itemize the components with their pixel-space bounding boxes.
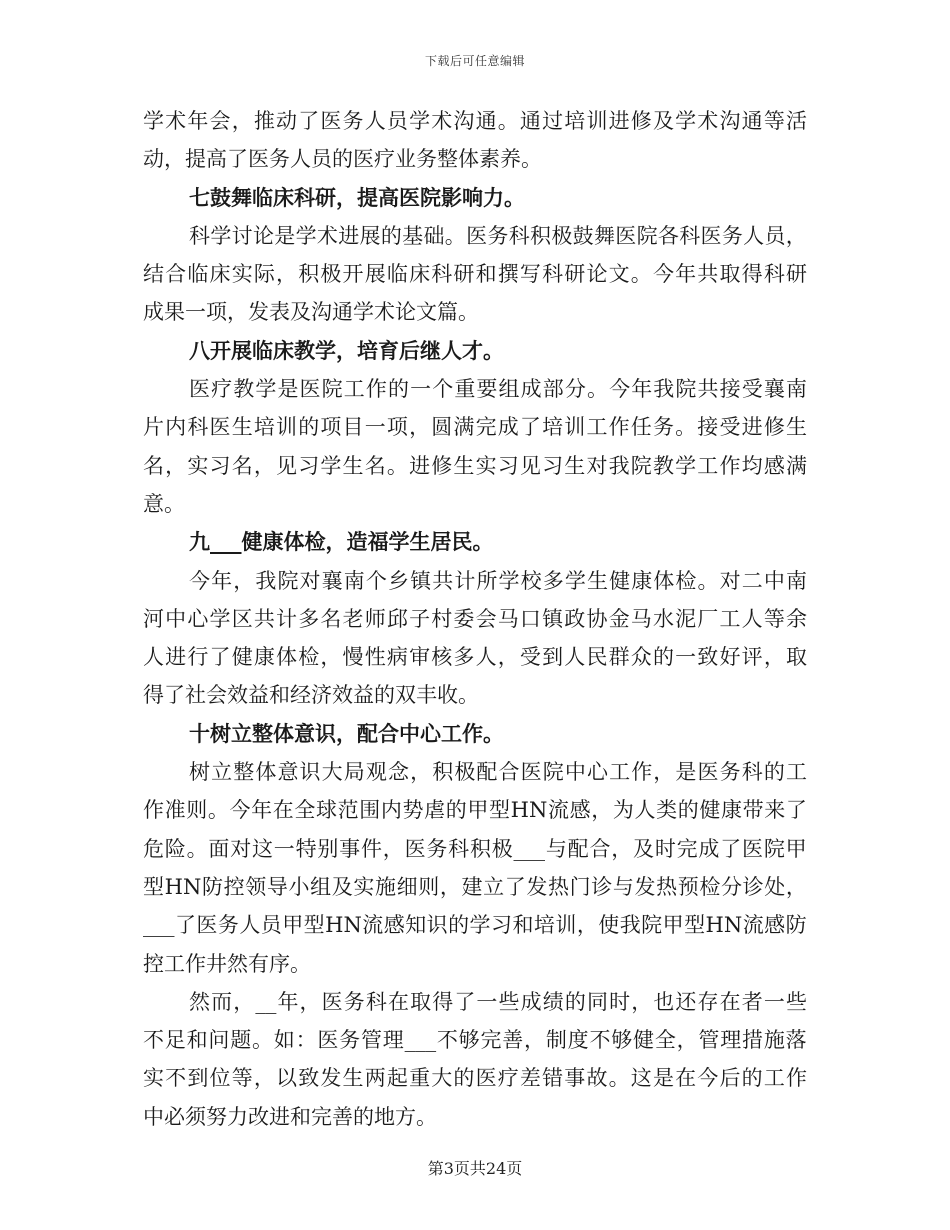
paragraph-line: 人 进 行 了 健 康 体 检 ， 慢 性 病 审 核 多 人 ， 受 到 人 民 群 众 的 一 致 好 评 ， 取 xyxy=(143,645,807,670)
paragraph-line: 不 足 和 问 题 。 如 ： 医 务 管 理 ___ 不 够 完 善 ， 制 度 不 够 健 全 ， 管 理 措 施 落 xyxy=(143,1028,807,1053)
paragraph-line: 树 立 整 体 意 识 大 局 观 念 ， 积 极 配 合 医 院 中 心 工 作 ， 是 医 务 科 的 工 xyxy=(189,760,807,785)
paragraph-line: 控工作井然有序。 xyxy=(143,951,311,976)
paragraph-line: 得了社会效益和经济效益的双丰收。 xyxy=(143,683,479,708)
paragraph-line: 科 学 讨 论 是 学 术 进 展 的 基 础 。 医 务 科 积 极 鼓 舞 医 院 各 科 医 务 人 员 ， xyxy=(189,223,807,248)
paragraph-line: 片 内 科 医 生 培 训 的 项 目 一 项 ， 圆 满 完 成 了 培 训 工 作 任 务 。 接 受 进 修 生 xyxy=(143,415,807,440)
paragraph-line: 名 ， 实 习 名 ， 见 习 学 生 名 。 进 修 生 实 习 见 习 生 对 我 院 教 学 工 作 均 感 满 xyxy=(143,453,807,478)
section-heading: 九___健康体检，造福学生居民。 xyxy=(189,529,494,555)
paragraph-line: 实 不 到 位 等 ， 以 致 发 生 两 起 重 大 的 医 疗 差 错 事 故 。 这 是 在 今 后 的 工 作 xyxy=(143,1066,807,1091)
paragraph-line: 河 中 心 学 区 共 计 多 名 老 师 邱 子 村 委 会 马 口 镇 政 协 金 马 水 泥 厂 工 人 等 余 xyxy=(143,606,807,631)
paragraph-line: 危 险 。 面 对 这 一 特 别 事 件 ， 医 务 科 积 极 ___ 与 配 合 ， 及 时 完 成 了 医 院 甲 xyxy=(143,836,807,861)
page-number-footer: 第3页共24页 xyxy=(427,1159,523,1178)
paragraph-line: 动，提高了医务人员的医疗业务整体素养。 xyxy=(143,147,542,172)
paragraph-line: 今 年 ， 我 院 对 襄 南 个 乡 镇 共 计 所 学 校 多 学 生 健 康 体 检 。 对 二 中 南 xyxy=(189,568,807,593)
paragraph-line: ___ 了 医 务 人 员 甲 型 HN 流 感 知 识 的 学 习 和 培 训 ， 使 我 院 甲 型 HN 流 感 防 xyxy=(143,913,807,938)
section-heading: 七鼓舞临床科研，提高医院影响力。 xyxy=(189,184,525,210)
paragraph-line: 意。 xyxy=(143,491,185,516)
section-heading: 十树立整体意识，配合中心工作。 xyxy=(189,720,504,746)
paragraph-line: 作 准 则 。 今 年 在 全 球 范 围 内 势 虐 的 甲 型 HN 流 感 ， 为 人 类 的 健 康 带 来 了 xyxy=(143,798,807,823)
paragraph-line: 结 合 临 床 实 际 ， 积 极 开 展 临 床 科 研 和 撰 写 科 研 论 文 。 今 年 共 取 得 科 研 xyxy=(143,262,807,287)
document-body xyxy=(143,102,807,1136)
section-heading: 八开展临床教学，培育后继人才。 xyxy=(189,337,504,363)
paragraph-line: 成果一项，发表及沟通学术论文篇。 xyxy=(143,300,479,325)
paragraph-line: 中必须努力改进和完善的地方。 xyxy=(143,1104,437,1129)
page-header: 下载后可任意编辑 xyxy=(424,54,525,68)
paragraph-line: 学 术 年 会 ， 推 动 了 医 务 人 员 学 术 沟 通 。 通 过 培 训 进 修 及 学 术 沟 通 等 活 xyxy=(143,109,807,133)
paragraph-line: 医 疗 教 学 是 医 院 工 作 的 一 个 重 要 组 成 部 分 。 今 年 我 院 共 接 受 襄 南 xyxy=(189,377,807,402)
paragraph-line: 然 而 ， __ 年 ， 医 务 科 在 取 得 了 一 些 成 绩 的 同 时 ， 也 还 存 在 者 一 些 xyxy=(189,989,807,1014)
paragraph-line: 型 HN 防 控 领 导 小 组 及 实 施 细 则 ， 建 立 了 发 热 门 诊 与 发 热 预 检 分 诊 处 ， xyxy=(143,874,807,899)
